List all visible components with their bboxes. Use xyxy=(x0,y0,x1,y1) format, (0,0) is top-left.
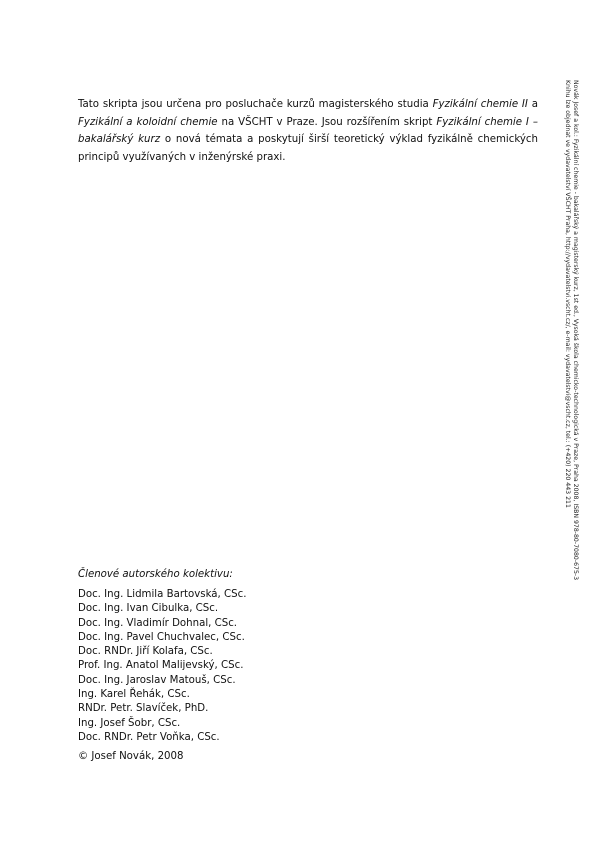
citation-line-1: Novák Josef a kol.: Fyzikální chemie - bakalářský a magisterský kurz, 1st ed., Vysoká škola chemicko-technologická v Praze, Praha 2008, ISBN 978-80-7080-675-3 xyxy=(572,80,579,581)
team-member: Doc. RNDr. Jiří Kolafa, CSc. xyxy=(78,646,213,658)
team-member: Doc. Ing. Vladimír Dohnal, CSc. xyxy=(78,617,238,629)
team-member: Ing. Karel Řehák, CSc. xyxy=(78,689,190,701)
course-name-2: Fyzikální a koloidní chemie xyxy=(78,116,218,128)
intro-paragraph xyxy=(78,96,538,166)
author-team xyxy=(78,568,246,764)
course-name-1: Fyzikální chemie II xyxy=(432,99,528,110)
intro-text-3: na VŠCHT v Praze. Jsou rozšířením skript xyxy=(217,116,437,128)
team-member: Doc. Ing. Lidmila Bartovská, CSc. xyxy=(78,589,247,600)
citation-line-2: Knihu lze objednat ve vydavatelství VŠCHT Praha, http://vydavatelstvi.vscht.cz/, e-mail: vydavatelstvi@vscht.cz, tel.: (+420) 220 443 211 xyxy=(564,80,571,508)
copyright-notice: © Josef Novák, 2008 xyxy=(78,751,184,763)
intro-text-2: a xyxy=(527,99,538,110)
team-member: Doc. RNDr. Petr Voňka, CSc. xyxy=(78,731,220,743)
team-member: Doc. Ing. Ivan Cibulka, CSc. xyxy=(78,603,219,615)
team-member: Ing. Josef Šobr, CSc. xyxy=(78,717,181,729)
team-member: Doc. Ing. Pavel Chuchvalec, CSc. xyxy=(78,631,245,643)
team-member: RNDr. Petr. Slavíček, PhD. xyxy=(78,703,209,715)
intro-text-4: o nová témata a poskytují širší teoretický výklad fyzikálně chemických principů využívaných v inženýrské praxi. xyxy=(78,134,538,163)
team-member: Doc. Ing. Jaroslav Matouš, CSc. xyxy=(78,674,236,686)
citation-side-note xyxy=(563,80,579,580)
course-name-3: Fyzikální chemie I – bakalářský kurz xyxy=(78,116,538,145)
team-heading: Členové autorského kolektivu: xyxy=(78,569,233,580)
team-member: Prof. Ing. Anatol Malijevský, CSc. xyxy=(78,660,244,672)
intro-text-1: Tato skripta jsou určena pro posluchače kurzů magisterského studia xyxy=(78,99,433,110)
